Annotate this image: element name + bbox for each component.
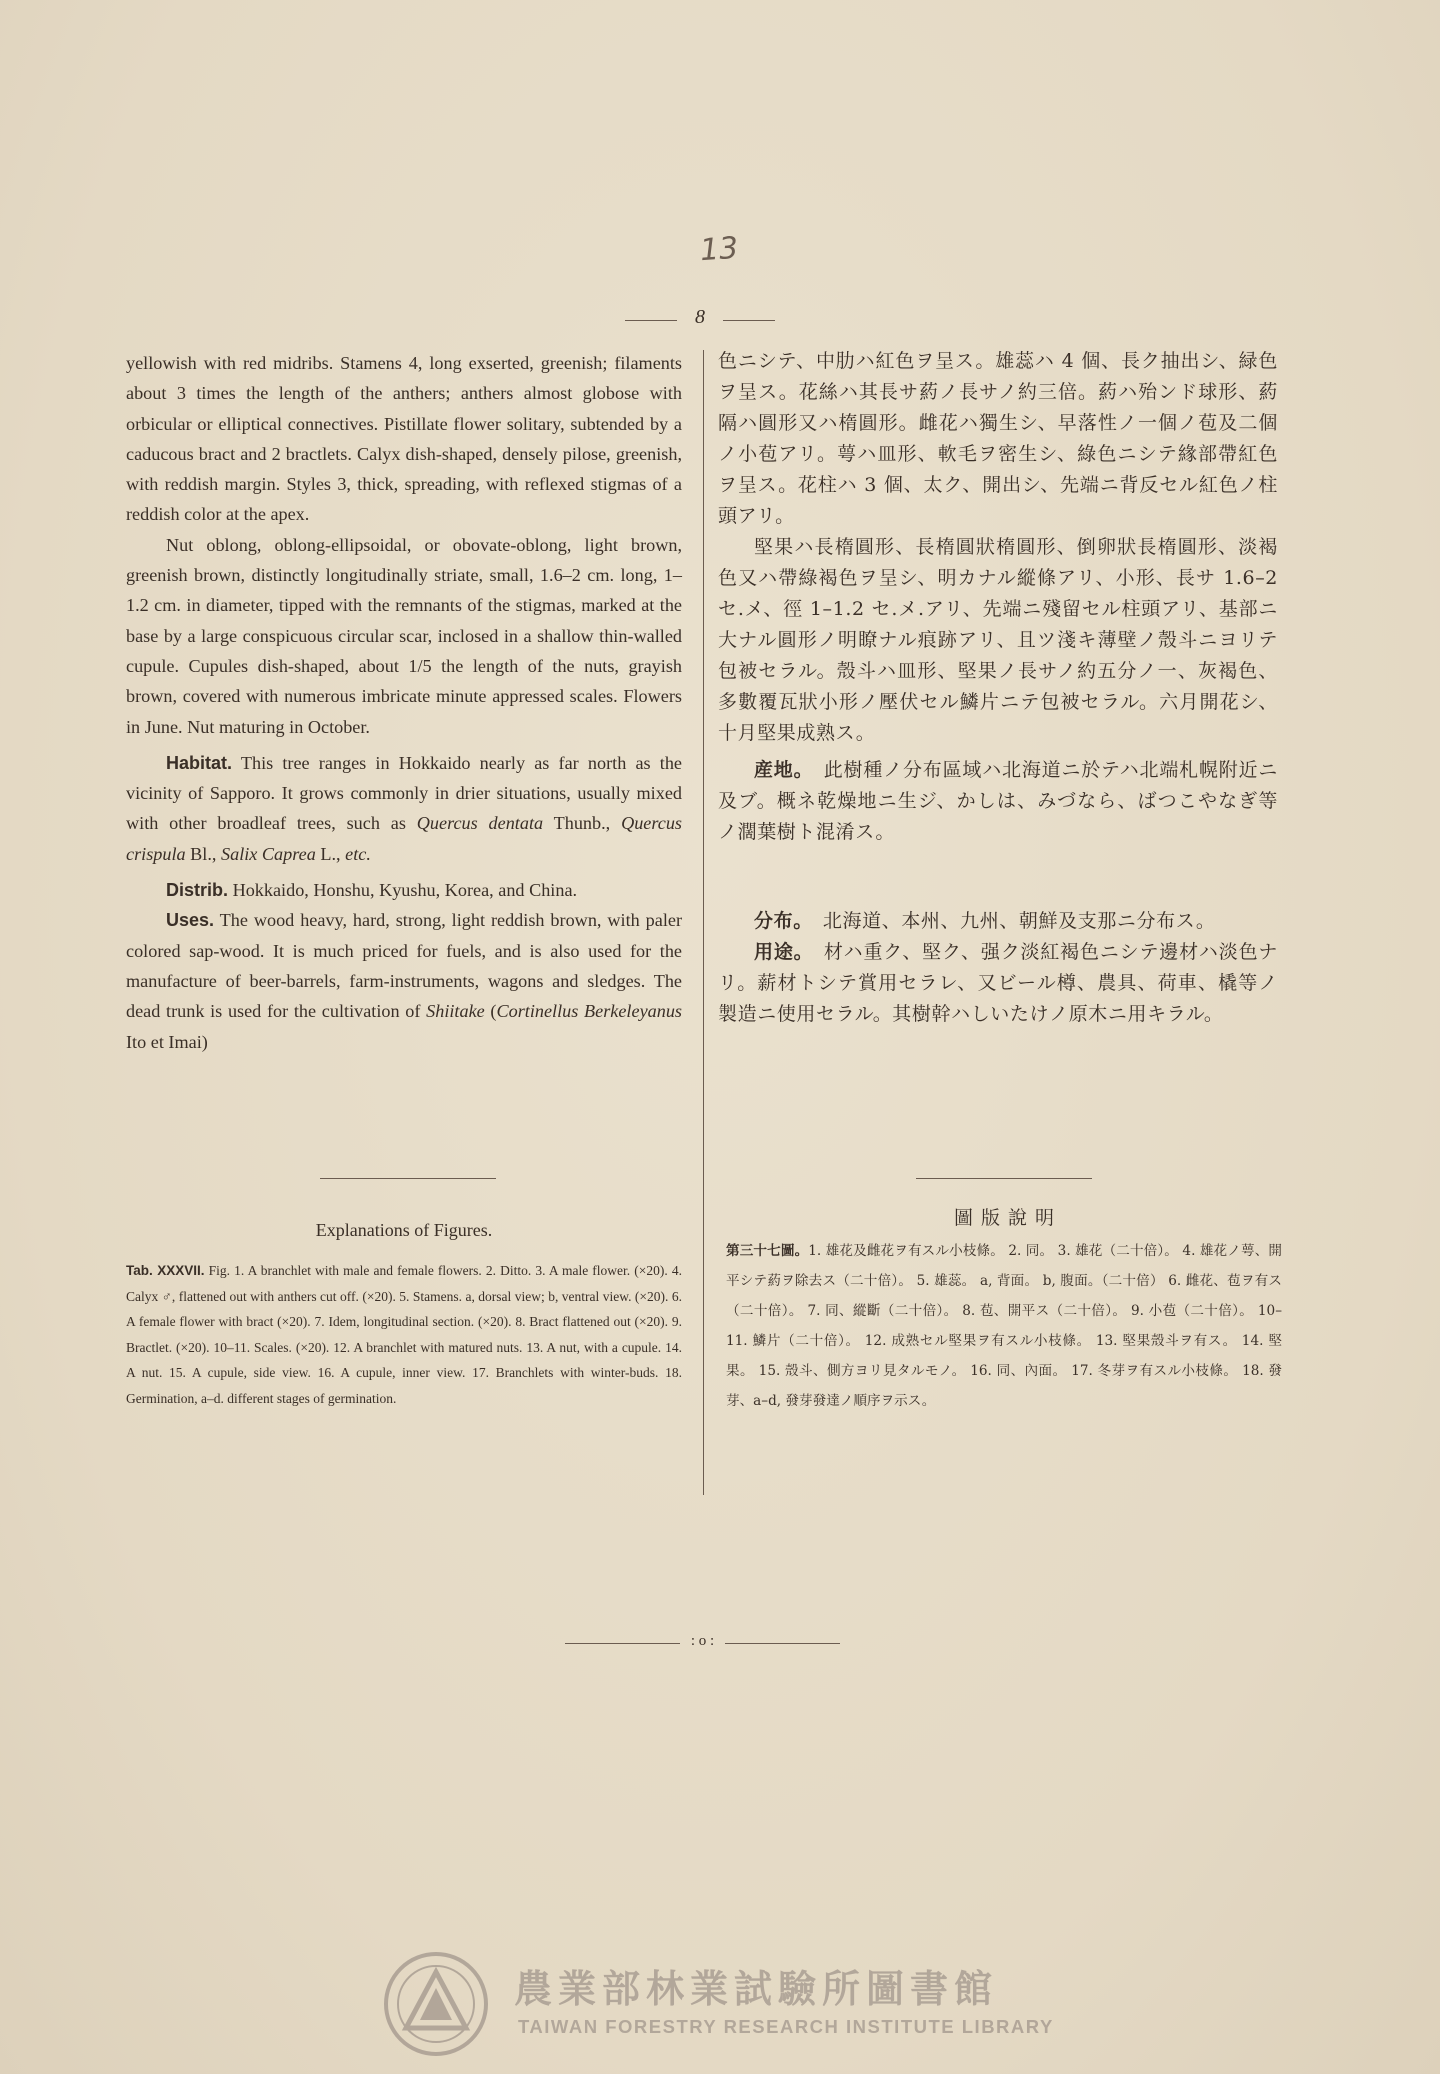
library-seal-icon [382,1950,490,2058]
library-name-english: TAIWAN FORESTRY RESEARCH INSTITUTE LIBRARY [518,2016,1054,2037]
paragraph-uses: Uses. The wood heavy, hard, strong, light reddish brown, with paler colored sap-wood. It is much priced for fuels, and is also used for the manufacture of beer-barrels, farm-instruments, wagons and sledges. The dead trunk is used for the cultivation of Shiitake (Cortinellus Berkeleyanus Ito et Imai) [126,910,683,1052]
jp-paragraph-flowers: 色ニシテ、中肋ハ紅色ヲ呈ス。雄蕊ハ 4 個、長ク抽出シ、緑色ヲ呈ス。花絲ハ其長サ葯ノ長サノ約三倍。葯ハ殆ンド球形、葯隔ハ圓形又ハ楕圓形。雌花ハ獨生シ、早落性ノ一個ノ苞及二個ノ小苞アリ。萼ハ皿形、軟毛ヲ密生シ、綠色ニシテ緣部帶紅色ヲ呈ス。花柱ハ 3 個、太ク、開出シ、先端ニ背反セル紅色ノ柱頭アリ。 [718,350,1278,527]
uses-label: Uses. [166,910,215,931]
distrib-label: Distrib. [166,880,229,901]
japanese-description [718,346,1278,1030]
paragraph-distrib: Distrib. Hokkaido, Honshu, Kyushu, Korea, and China. [166,880,578,901]
english-description [126,348,682,1057]
paragraph-habitat: Habitat. This tree ranges in Hokkaido nearly as far north as the vicinity of Sapporo. It grows commonly in drier situations, usually mixed with other broadleaf trees, such as Quercus dentata Thunb., Quercus crispula Bl., Salix Caprea L., etc. [126,752,683,864]
handwritten-folio: 13 [698,230,740,269]
jp-paragraph-distrib: 分布。 北海道、本州、九州、朝鮮及支那ニ分布ス。 [754,910,1216,932]
jp-explanations-body: 第三十七圖。1. 雄花及雌花ヲ有スル小枝條。 2. 同。 3. 雄花（二十倍）。 4. 雄花ノ萼、開平シテ葯ヲ除去ス（二十倍）。 5. 雄蕊。 a, 背面。 b, 腹面。（二十倍） 6. 雌花、苞ヲ有ス（二十倍）。 7. 同、縱斷（二十倍）。 8. 苞、開平ス（二十倍）。 9. 小苞（二十倍）。 10–11. 鱗片（二十倍）。 12. 成熟セル堅果ヲ有スル小枝條。 13. 堅果殼斗ヲ有ス。 14. 堅果。 15. 殼斗、側方ヨリ見タルモノ。 16. 同、內面。 17. 冬芽ヲ有スル小枝條。 18. 發芽、a–d, 發芽發達ノ順序ヲ示ス。 [726,1243,1282,1409]
column-divider [703,350,704,1495]
habitat-label: Habitat. [166,752,233,773]
library-watermark [382,1950,1082,2065]
jp-paragraph-nut: 堅果ハ長楕圓形、長楕圓狀楕圓形、倒卵狀長楕圓形、淡褐色又ハ帶綠褐色ヲ呈シ、明カナル縱條アリ、小形、長サ 1.6–2 セ.メ、徑 1–1.2 セ.メ.アリ、先端ニ殘留セル柱頭アリ、基部ニ大ナル圓形ノ明瞭ナル痕跡アリ、且ツ淺キ薄壁ノ殼斗ニヨリテ包被セラル。殼斗ハ皿形、堅果ノ長サノ約五分ノ一、灰褐色、多數覆瓦狀小形ノ壓伏セル鱗片ニテ包被セラル。六月開花シ、十月堅果成熟ス。 [718,536,1278,744]
separator-left [320,1178,496,1179]
end-ornament: : o : [565,1633,840,1653]
library-name-chinese: 農業部林業試驗所圖書館 [514,1967,999,2011]
page-number [625,306,775,332]
explanations-body: Tab. XXXVII. Fig. 1. A branchlet with male and female flowers. 2. Ditto. 3. A male flower. (×20). 4. Calyx ♂, flattened out with anthers cut off. (×20). 5. Stamens. a, dorsal view; b, ventral view. (×20). 6. A female flower with bract (×20). 7. Idem, longitudinal section. (×20). 8. Bract flattened out (×20). 9. Bractlet. (×20). 10–11. Scales. (×20). 12. A branchlet with matured nuts. 13. A nut, with a cupule. 14. A nut. 15. A cupule, side view. 16. A cupule, inner view. 17. Branchlets with winter-buds. 18. Germination, a–d. different stages of germination. [126,1263,682,1406]
paragraph-flowers: yellowish with red midribs. Stamens 4, long exserted, greenish; filaments about 3 times the length of the anthers; anthers almost globose with orbicular or elliptical connectives. Pistillate flower solitary, subtended by a caducous bract and 2 bractlets. Calyx dish-shaped, densely pilose, greenish, with reddish margin. Styles 3, thick, spreading, with reflexed stigmas of a reddish color at the apex. [126,353,682,525]
jp-paragraph-uses: 用途。 材ハ重ク、堅ク、强ク淡紅褐色ニシテ邊材ハ淡色ナリ。薪材トシテ賞用セラレ、又ビール樽、農具、荷車、橇等ノ製造ニ使用セラル。其樹幹ハしいたけノ原木ニ用キラル。 [718,941,1278,1025]
explanations-title: Explanations of Figures. [315,1220,493,1240]
jp-paragraph-habitat: 産地。 此樹種ノ分布區域ハ北海道ニ於テハ北端札幌附近ニ及ブ。概ネ乾燥地ニ生ジ、かしは、みづなら、ばつこやなぎ等ノ濶葉樹ト混淆ス。 [718,759,1278,843]
page-number-text: 8 [695,306,705,328]
separator-right [916,1178,1092,1179]
jp-explanations-title: 圖版說明 [953,1207,1062,1229]
paragraph-nut: Nut oblong, oblong-ellipsoidal, or obovate-oblong, light brown, greenish brown, distinctly longitudinally striate, small, 1.6–2 cm. long, 1–1.2 cm. in diameter, tipped with the remnants of the stigmas, marked at the base by a large conspicuous circular scar, inclosed in a shallow thin-walled cupule. Cupules dish-shaped, about 1/5 the length of the nuts, grayish brown, covered with numerous imbricate minute appressed scales. Flowers in June. Nut maturing in October. [126,534,682,737]
